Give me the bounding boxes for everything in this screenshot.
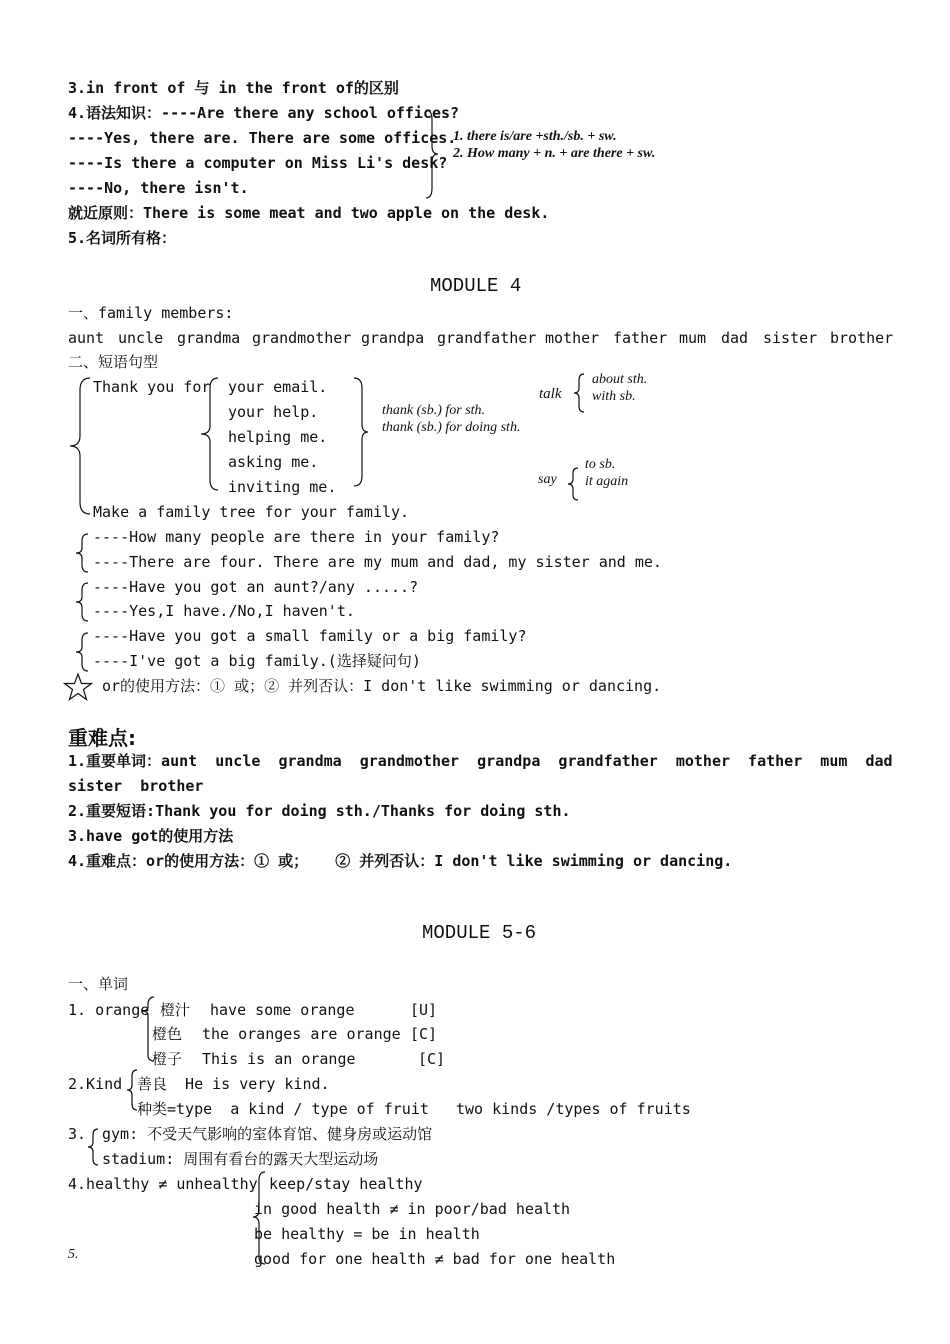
family-word: mum — [679, 329, 707, 347]
gym-definition: gym: 不受天气影响的室体育馆、健身房或运动馆 — [102, 1125, 433, 1143]
countability-tag: [C] — [418, 1050, 446, 1068]
orange-example: have some orange — [210, 1001, 355, 1019]
thank-you-for-label: Thank you for — [93, 378, 211, 396]
thank-item: helping me. — [228, 428, 328, 446]
countability-tag: [C] — [410, 1025, 438, 1043]
proximity-rule: 就近原则：There is some meat and two apple on the desk. — [68, 204, 550, 222]
item-5-label: 5. — [68, 1247, 79, 1262]
section-words: 一、单词 — [68, 975, 129, 993]
question-3: ----Have you got a small family or a big family? — [93, 627, 527, 645]
section-phrases: 二、短语句型 — [68, 353, 159, 371]
left-brace — [86, 1127, 100, 1167]
health-phrase: be healthy = be in health — [254, 1225, 480, 1243]
say-label: say — [538, 472, 557, 487]
question-1: ----How many people are there in your family? — [93, 528, 500, 546]
right-brace — [352, 376, 370, 490]
answer-2: ----Yes,I have./No,I haven't. — [93, 602, 355, 620]
left-brace — [566, 466, 580, 502]
stadium-definition: stadium: 周围有看台的露天大型运动场 — [102, 1150, 379, 1168]
orange-example: This is an orange — [202, 1050, 356, 1068]
thank-note-1: thank (sb.) for sth. — [382, 403, 486, 418]
item-5-possessive: 5.名词所有格： — [68, 229, 177, 247]
item-3-front-of: 3.in front of 与 in the front of的区别 — [68, 79, 399, 97]
kind-meaning-1: 善良 He is very kind. — [137, 1075, 330, 1093]
talk-item: about sth. — [592, 372, 648, 387]
thank-item: your help. — [228, 403, 319, 421]
health-phrase: good for one health ≠ bad for one health — [254, 1250, 616, 1268]
family-word: grandfather — [437, 329, 537, 347]
left-brace — [74, 631, 90, 673]
family-word: uncle — [118, 329, 164, 347]
say-item: it again — [585, 474, 629, 489]
key-point-2: 2.重要短语:Thank you for doing sth./Thanks for doing sth. — [68, 802, 571, 820]
thank-item: asking me. — [228, 453, 319, 471]
talk-item: with sb. — [592, 389, 636, 404]
dialogue-line-2: ----Is there a computer on Miss Li's desk? — [68, 154, 448, 172]
orange-meaning: 橙色 — [152, 1025, 183, 1043]
kind-label: 2.Kind — [68, 1075, 123, 1093]
health-phrase: in good health ≠ in poor/bad health — [254, 1200, 571, 1218]
thank-item: your email. — [228, 378, 328, 396]
health-phrase: keep/stay healthy — [269, 1175, 423, 1193]
key-points-title: 重难点: — [68, 726, 136, 750]
left-brace — [68, 376, 92, 516]
family-word: grandma — [177, 329, 241, 347]
grammar-note-1: 1. there is/are +sth./sb. + sw. — [453, 129, 617, 144]
dialogue-line-3: ----No, there isn't. — [68, 179, 249, 197]
talk-label: talk — [539, 386, 562, 402]
item-3-label: 3. — [68, 1125, 87, 1143]
healthy-label: 4.healthy ≠ unhealthy — [68, 1175, 258, 1193]
answer-3: ----I've got a big family.(选择疑问句) — [93, 652, 421, 670]
family-word: aunt — [68, 329, 105, 347]
answer-1: ----There are four. There are my mum and dad, my sister and me. — [93, 553, 662, 571]
question-2: ----Have you got an aunt?/any .....? — [93, 578, 419, 596]
key-point-3: 3.have got的使用方法 — [68, 827, 234, 845]
family-word: brother — [830, 329, 894, 347]
family-word: sister — [763, 329, 818, 347]
thank-note-2: thank (sb.) for doing sth. — [382, 420, 521, 435]
family-word: mother — [545, 329, 600, 347]
grammar-note-2: 2. How many + n. + are there + sw. — [453, 146, 656, 161]
family-word: grandmother — [252, 329, 352, 347]
key-point-1-cont: sister brother — [68, 777, 204, 795]
kind-meaning-2: 种类=type a kind / type of fruit two kinds /types of fruits — [137, 1100, 691, 1118]
or-usage: or的使用方法：① 或；② 并列否认：I don't like swimming or dancing. — [102, 677, 662, 695]
orange-label: 1. orange — [68, 1001, 150, 1019]
left-brace — [198, 376, 222, 494]
dialogue-line-1: ----Yes, there are. There are some offices. — [68, 129, 457, 147]
family-word: father — [613, 329, 668, 347]
section-family-members: 一、family members: — [68, 304, 234, 322]
module-5-6-title: MODULE 5-6 — [422, 922, 537, 944]
star-icon — [62, 672, 94, 702]
left-brace — [74, 581, 90, 623]
left-brace — [572, 372, 586, 414]
thank-item: inviting me. — [228, 478, 337, 496]
right-brace — [424, 108, 440, 200]
family-word: dad — [721, 329, 749, 347]
key-point-4: 4.重难点：or的使用方法：① 或； ② 并列否认：I don't like swimming or dancing. — [68, 852, 733, 870]
item-4-grammar: 4.语法知识：----Are there any school offices? — [68, 104, 460, 122]
module-4-title: MODULE 4 — [430, 275, 522, 297]
countability-tag: [U] — [410, 1001, 438, 1019]
orange-example: the oranges are orange — [202, 1025, 401, 1043]
key-point-1: 1.重要单词：aunt uncle grandma grandmother grandpa grandfather mother father mum dad — [68, 752, 893, 770]
family-tree-line: Make a family tree for your family. — [93, 503, 410, 521]
left-brace — [74, 532, 90, 574]
family-word: grandpa — [361, 329, 425, 347]
orange-meaning: 橙汁 — [160, 1001, 191, 1019]
say-item: to sb. — [585, 457, 616, 472]
orange-meaning: 橙子 — [152, 1050, 183, 1068]
